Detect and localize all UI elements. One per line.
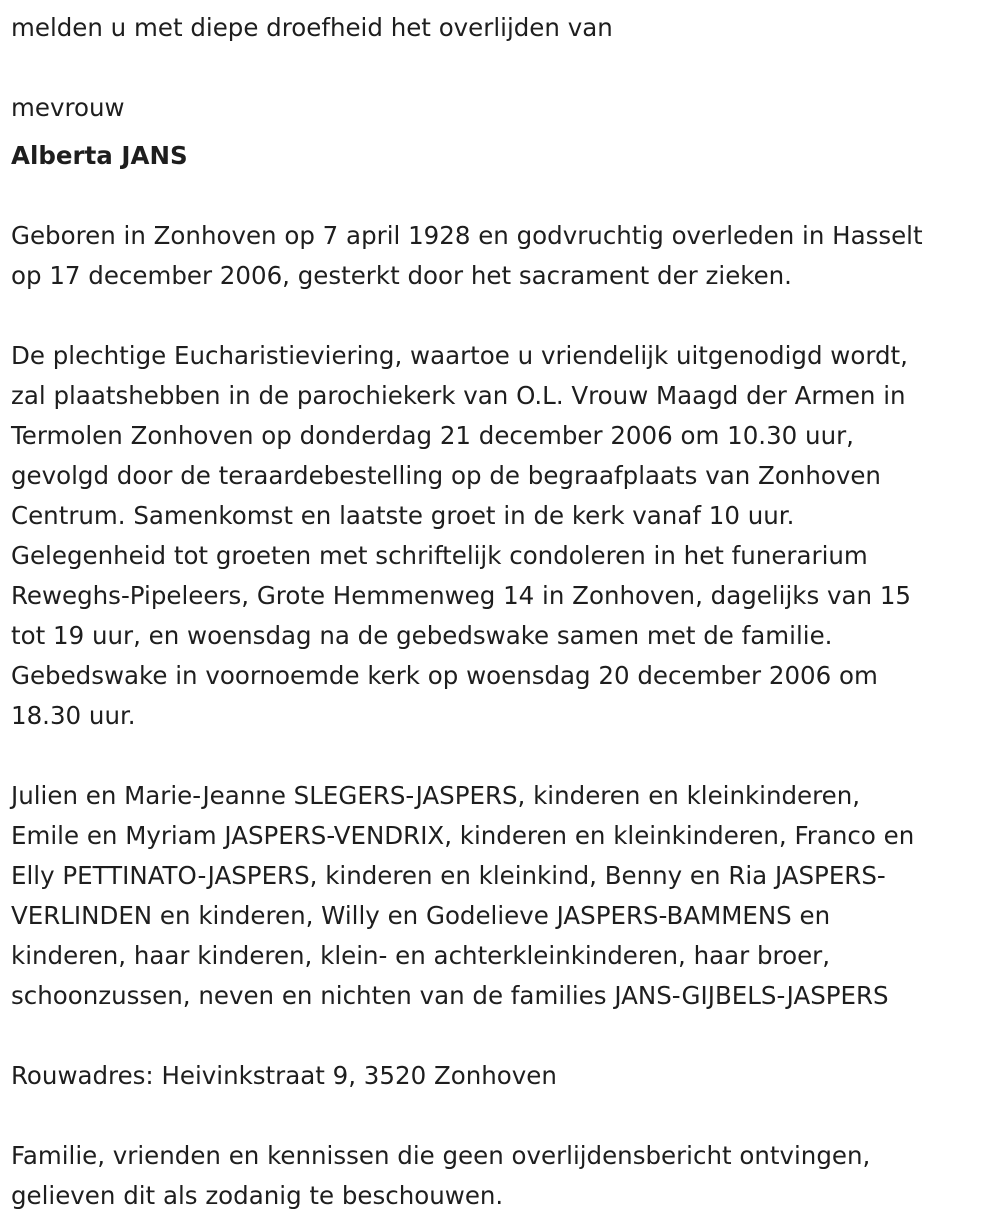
spacer xyxy=(11,296,989,336)
ceremony-paragraph: De plechtige Eucharistieviering, waartoe u vriendelijk uitgenodigd wordt, zal plaatshebben in de parochiekerk van O.L. Vrouw Maagd der Armen in Termolen Zonhoven op donderdag 21 december 2006 om 10.30 uur, gevolgd door de teraardebestelling op de begraafplaats van Zonhoven Centrum. Samenkomst en laatste groet in de kerk vanaf 10 uur. Gelegenheid tot groeten met schriftelijk condoleren in het funerarium Reweghs-Pipeleers, Grote Hemmenweg 14 in Zonhoven, dagelijks van 15 tot 19 uur, en woensdag na de gebedswake samen met de familie. Gebedswake in voornoemde kerk op woensdag 20 december 2006 om 18.30 uur. xyxy=(11,341,912,730)
obituary-notice xyxy=(11,8,989,1216)
spacer xyxy=(11,1016,989,1056)
spacer xyxy=(11,48,989,88)
family-paragraph: Julien en Marie-Jeanne SLEGERS-JASPERS, kinderen en kleinkinderen, Emile en Myriam JASPERS-VENDRIX, kinderen en kleinkinderen, Franco en Elly PETTINATO-JASPERS, kinderen en kleinkind, Benny en Ria JASPERS- VERLINDEN en kinderen, Willy en Godelieve JASPERS-BAMMENS en kinderen, haar kinderen, klein- en achterkleinkinderen, haar broer, schoonzussen, neven en nichten van de families JANS-GIJBELS-JASPERS xyxy=(11,781,915,1010)
salutation: mevrouw xyxy=(11,93,125,122)
spacer xyxy=(11,1096,989,1136)
birth-death-paragraph: Geboren in Zonhoven op 7 april 1928 en godvruchtig overleden in Hasselt op 17 december 2006, gesterkt door het sacrament der zieken. xyxy=(11,221,923,290)
mourning-address: Rouwadres: Heivinkstraat 9, 3520 Zonhoven xyxy=(11,1061,557,1090)
spacer xyxy=(11,736,989,776)
spacer xyxy=(11,128,989,136)
intro-text: melden u met diepe droefheid het overlijden van xyxy=(11,13,613,42)
deceased-name: Alberta JANS xyxy=(11,141,188,170)
spacer xyxy=(11,176,989,216)
closing-paragraph: Familie, vrienden en kennissen die geen overlijdensbericht ontvingen, gelieven dit als zodanig te beschouwen. xyxy=(11,1141,871,1210)
